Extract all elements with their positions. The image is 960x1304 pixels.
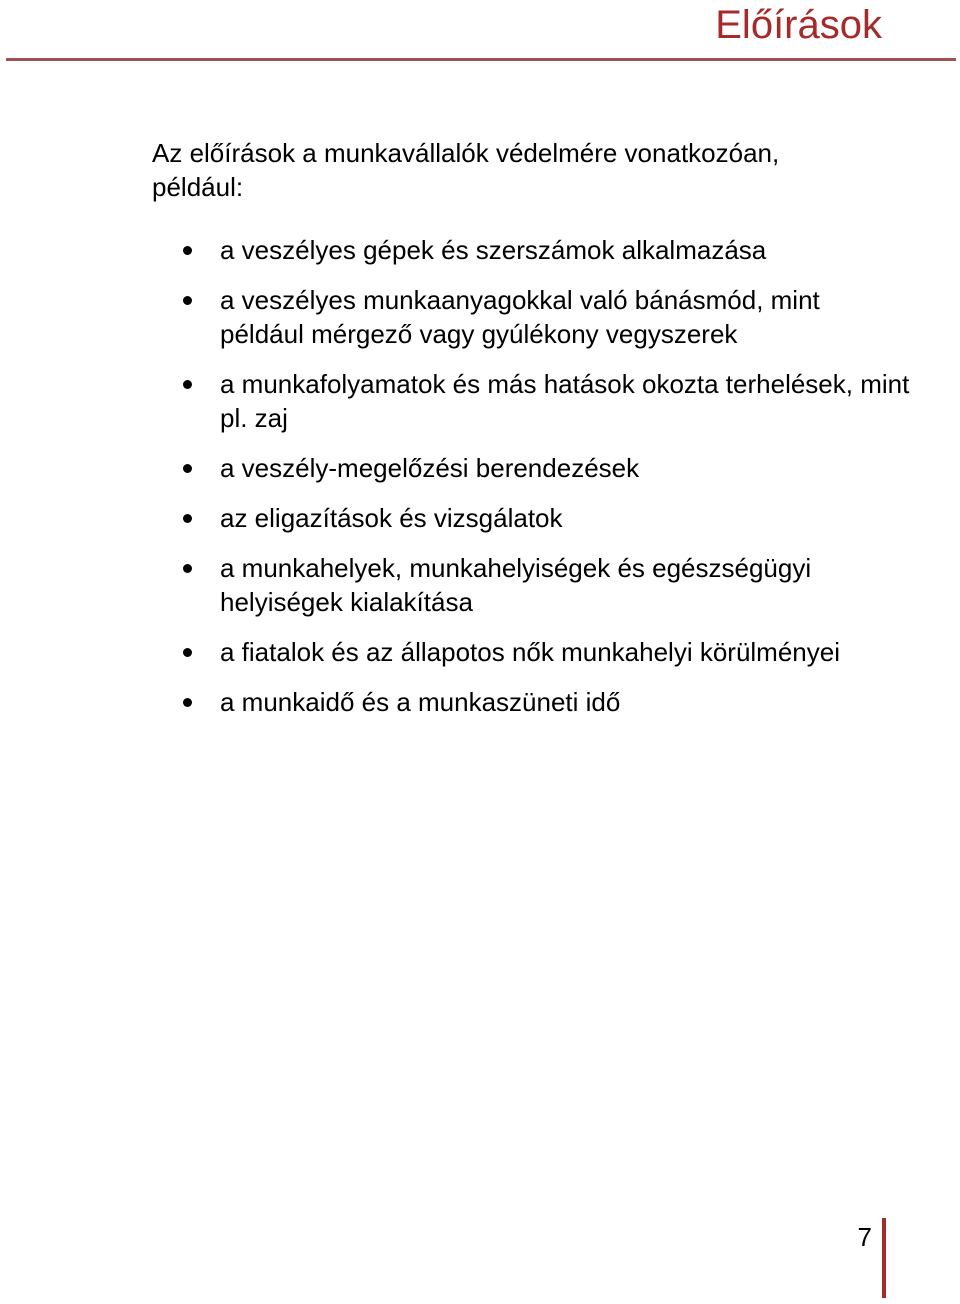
bullet-icon — [183, 296, 192, 305]
page-title: Előírások — [715, 3, 882, 47]
list-item-text: a munkaidő és a munkaszüneti idő — [220, 687, 621, 717]
list-item-text: a veszély-megelőzési berendezések — [220, 453, 640, 483]
list-item-text: a munkafolyamatok és más hatások okozta terhelések, mint pl. zaj — [220, 369, 910, 433]
bullet-icon — [183, 648, 192, 657]
list-item — [0, 551, 910, 619]
list-item — [0, 635, 910, 669]
page-number-divider — [882, 1218, 886, 1298]
bullet-icon — [183, 464, 192, 473]
page-number: 7 — [857, 1222, 872, 1252]
list-item — [0, 233, 910, 267]
bullet-icon — [183, 380, 192, 389]
list-item-text: a fiatalok és az állapotos nők munkahelyi körülményei — [220, 637, 841, 667]
list-item — [0, 451, 910, 485]
bullet-list — [0, 233, 960, 735]
bullet-icon — [183, 564, 192, 573]
list-item — [0, 283, 910, 351]
list-item — [0, 685, 910, 719]
list-item-text: az eligazítások és vizsgálatok — [220, 503, 563, 533]
list-item-text: a munkahelyek, munkahelyiségek és egészségügyi helyiségek kialakítása — [220, 553, 812, 617]
list-item-text: a veszélyes munkaanyagokkal való bánásmód, mint például mérgező vagy gyúlékony vegyszerek — [220, 285, 820, 349]
list-item-text: a veszélyes gépek és szerszámok alkalmazása — [220, 235, 767, 265]
bullet-icon — [183, 246, 192, 255]
header-divider — [6, 58, 956, 61]
list-item — [0, 367, 910, 435]
list-item — [0, 501, 910, 535]
bullet-icon — [183, 514, 192, 523]
bullet-icon — [183, 698, 192, 707]
intro-paragraph: Az előírások a munkavállalók védelmére vonatkozóan, például: — [152, 138, 780, 202]
